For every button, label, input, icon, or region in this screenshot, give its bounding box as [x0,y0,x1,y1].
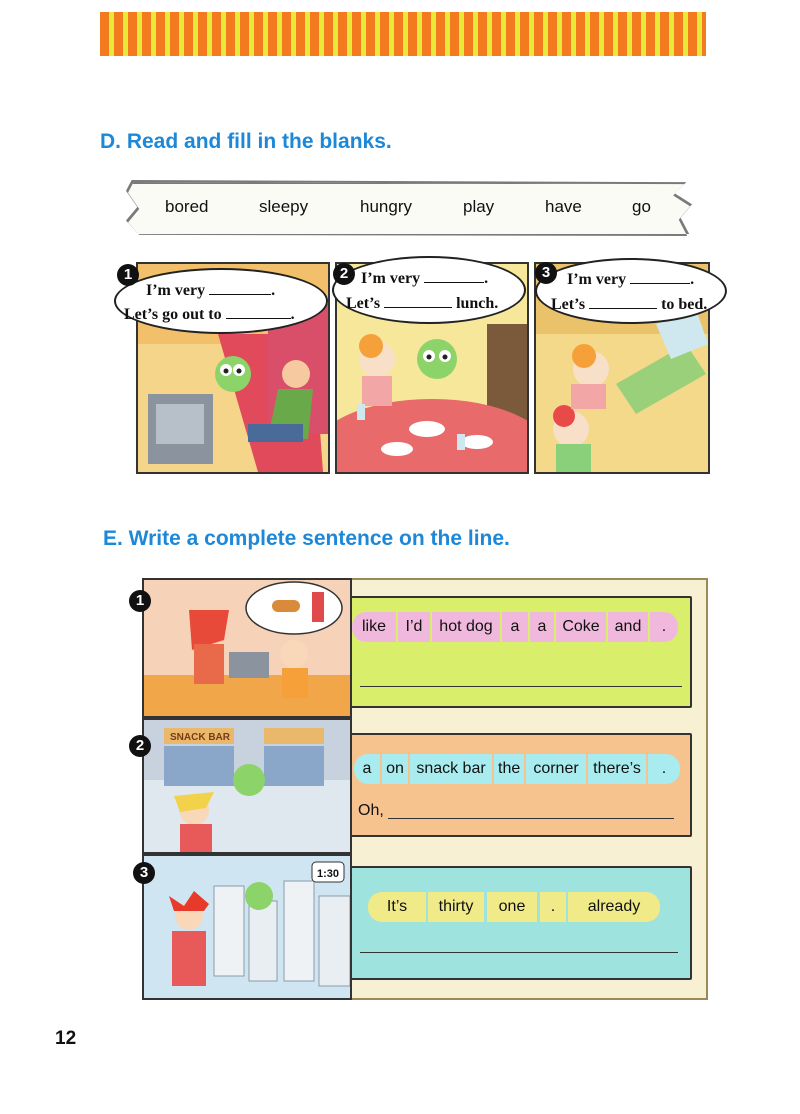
word-chip[interactable]: a [530,612,554,642]
bubble-text-line: lunch. [456,295,499,312]
fill-blank [630,268,690,284]
answer-line[interactable] [388,818,674,819]
snack-bar-sign-text: SNACK BAR [170,732,230,743]
panel-number-badge: 2 [129,735,151,757]
word-chip[interactable]: one [487,892,537,922]
page-number: 12 [55,1028,77,1049]
word-chip[interactable]: It’s [368,892,426,922]
word-chip[interactable]: hot dog [432,612,500,642]
word-chip[interactable]: the [494,754,524,784]
bubble-text-line: . [271,282,276,299]
bubble-text-line: Let’s go out to [124,306,222,323]
bubble-text-line: . [290,306,295,323]
word-bank-word: bored [165,197,209,216]
word-chip[interactable]: corner [526,754,586,784]
bubble-text-line: I’m very [361,270,421,287]
comic-number-badge: 3 [535,262,557,284]
fill-blank [209,279,271,295]
section-e-title: E. Write a complete sentence on the line. [103,527,510,550]
panel-number-badge: 1 [129,590,151,612]
word-chip[interactable]: . [540,892,566,922]
word-chip[interactable]: a [354,754,380,784]
word-chip[interactable]: on [382,754,408,784]
bubble-text-line: to bed. [661,296,708,313]
bubble-text-line: Let’s [346,295,381,312]
fill-blank [589,293,657,309]
bubble-text-line: Let’s [551,296,586,313]
panel-picture-3 [142,854,352,1000]
speech-bubble-1 [114,268,328,334]
word-chip[interactable]: I’d [398,612,430,642]
word-bank-word: hungry [360,197,412,216]
word-chip[interactable]: thirty [428,892,484,922]
panel-picture-2 [142,718,352,854]
fill-blank [424,267,484,283]
comic-number-badge: 1 [117,264,139,286]
word-chip[interactable]: a [502,612,528,642]
word-chip[interactable]: like [352,612,396,642]
answer-line[interactable] [360,952,678,953]
panel-picture-1 [142,578,352,718]
word-chip[interactable]: already [568,892,660,922]
bubble-text-line: I’m very [567,271,627,288]
clock-display-text: 1:30 [317,868,340,880]
speech-bubble-2 [332,256,526,324]
speech-bubble-3 [535,258,727,324]
bubble-text-line: I’m very [146,282,206,299]
word-bank-word: have [545,197,582,216]
word-chip[interactable]: . [650,612,678,642]
word-bank-word: sleepy [259,197,309,216]
word-bank-word: play [463,197,495,216]
fill-blank [226,303,291,319]
word-chip[interactable]: there’s [588,754,646,784]
answer-line[interactable] [360,686,682,687]
fill-blank [384,292,452,308]
section-d-title: D. Read and fill in the blanks. [100,130,392,153]
bubble-text-line: . [690,271,695,288]
sentence-box-3 [350,866,692,980]
word-chip[interactable]: and [608,612,648,642]
word-chip[interactable]: . [648,754,680,784]
panel-number-badge: 3 [133,862,155,884]
answer-prompt: Oh, [358,802,384,819]
comic-number-badge: 2 [333,263,355,285]
decorative-stripe-bar [100,12,706,56]
bubble-text-line: . [484,270,489,287]
sentence-box-2 [350,733,692,837]
word-chip[interactable]: Coke [556,612,606,642]
word-chip[interactable]: snack bar [410,754,492,784]
word-bank-word: go [632,197,651,216]
